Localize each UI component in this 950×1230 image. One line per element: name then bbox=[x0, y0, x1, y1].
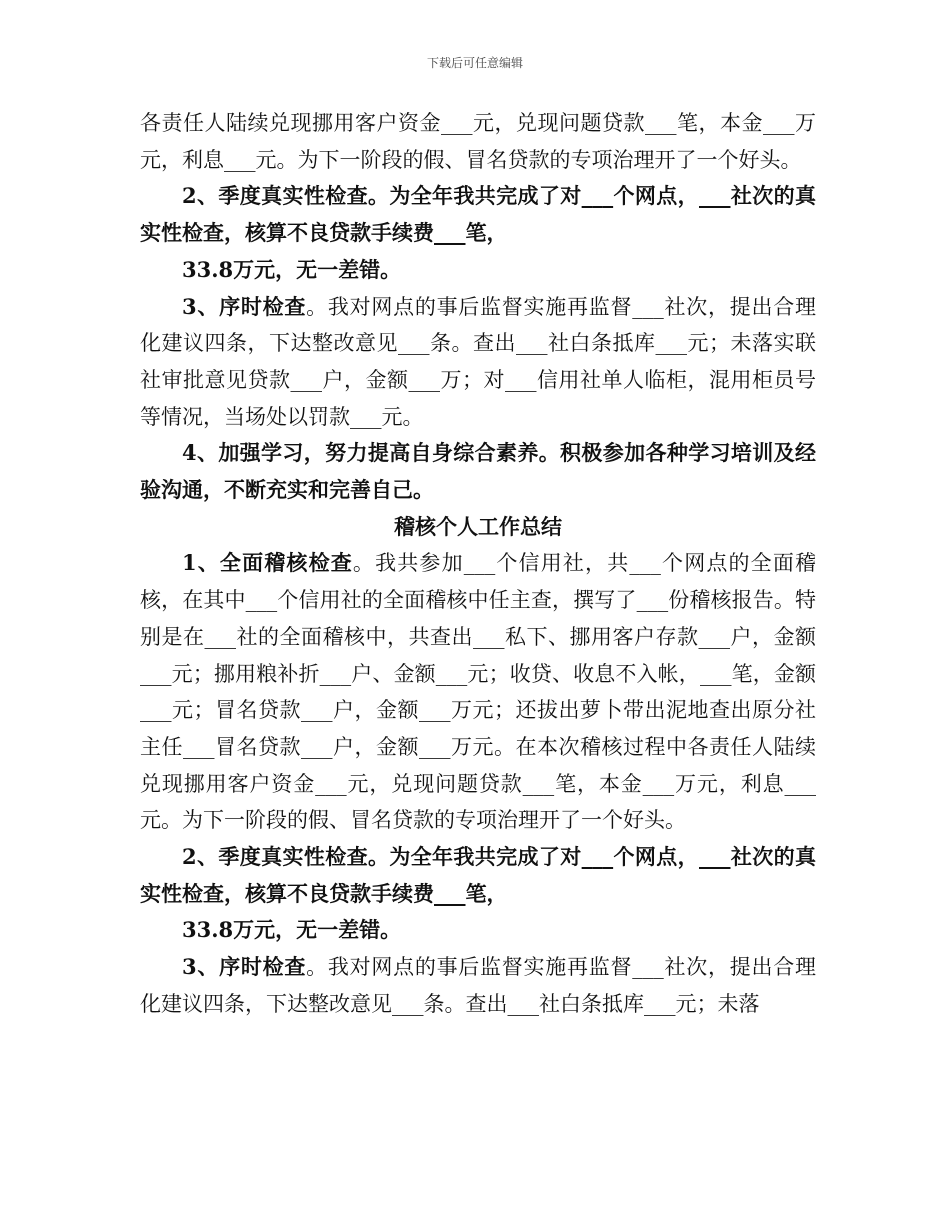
paragraph-text: 。我对网点的事后监督实施再监督___社次，提出合理化建议四条，下达整改意见___条。查出___社白条抵库___元；未落实联社审批意见贷款___户，金额___万；对___信用社单人临柜，混用柜员号等情况，当场处以罚款___元。 bbox=[140, 294, 816, 429]
section-heading: 稽核个人工作总结 bbox=[394, 513, 562, 539]
header-note: 下载后可任意编辑 bbox=[426, 56, 523, 70]
paragraph-lead: 3、序时检查 bbox=[182, 293, 307, 319]
paragraph-text: 。我共参加___个信用社，共___个网点的全面稽核，在其中___个信用社的全面稽核中任主查，撰写了___份稽核报告。特别是在___社的全面稽核中，共查出___私下、挪用客户存款___户，金额___元；挪用粮补折___户、金额___元；收贷、收息不入帐，___笔，金额___元；冒名贷款___户，金额___万元；还拔出萝卜带出泥地查出原分社主任___冒名贷款___户，金额___万元。在本次稽核过程中各责任人陆续兑现挪用客户资金___元，兑现问题贷款___笔，本金___万元，利息___元。为下一阶段的假、冒名贷款的专项治理开了一个好头。 bbox=[140, 551, 816, 833]
document-body bbox=[140, 105, 816, 1023]
paragraph-quarterly-check-2: 2、季度真实性检查。为全年我共完成了对___个网点，___社次的真实性检查，核算不良贷款手续费___笔， bbox=[140, 844, 816, 906]
paragraph-sequential-check-2 bbox=[140, 949, 816, 1022]
paragraph-sequential-check bbox=[140, 289, 816, 436]
paragraph-continuation: 各责任人陆续兑现挪用客户资金___元，兑现问题贷款___笔，本金___万元，利息___元。为下一阶段的假、冒名贷款的专项治理开了一个好头。 bbox=[140, 111, 816, 172]
paragraph-lead: 1、全面稽核检查 bbox=[182, 550, 353, 576]
paragraph-full-audit bbox=[140, 545, 816, 839]
paragraph-quarterly-check: 2、季度真实性检查。为全年我共完成了对___个网点，___社次的真实性检查，核算不良贷款手续费___笔， bbox=[140, 183, 816, 246]
paragraph-study: 4、加强学习，努力提高自身综合素养。积极参加各种学习培训及经验沟通，不断充实和完善自己。 bbox=[140, 440, 816, 503]
paragraph-quarterly-amount-2: 33.8万元，无一差错。 bbox=[182, 917, 402, 943]
paragraph-quarterly-amount: 33.8万元，无一差错。 bbox=[182, 256, 402, 282]
paragraph-lead: 3、序时检查 bbox=[182, 954, 307, 980]
paragraph-text: 。我对网点的事后监督实施再监督___社次，提出合理化建议四条，下达整改意见___条。查出___社白条抵库___元；未落 bbox=[140, 955, 816, 1016]
